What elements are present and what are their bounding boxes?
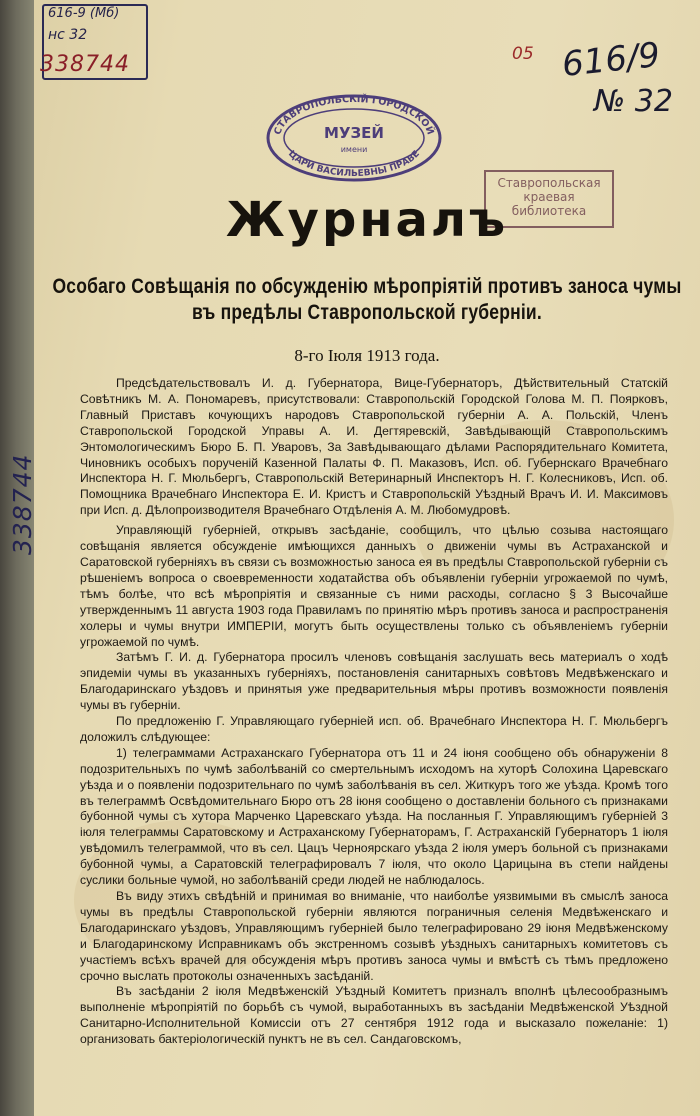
red-handwritten-mark: 05 <box>512 44 534 64</box>
side-inventory-text: 338744 <box>8 453 37 555</box>
paragraph-opening: Управляющій губерніей, открывъ засѣданіе, сообщилъ, что цѣлью созыва настоящаго совѣщанія является обсужденіе имѣющихся данныхъ о движеніи чумы въ Астраханской и Саратовской губерніяхъ въ связи съ возможностью заноса ея въ предѣлы Ставропольской губерніи съ рѣшеніемъ вопроса о своевременности ходатайства объ объявленіи губерніи угрожаемой по чумѣ, тѣмъ болѣе, что всѣ мѣропріятія и связанные съ ними расходы, согласно § 3 Высочайше утвержденнымъ 11 августа 1903 года Правиламъ по принятію мѣръ противъ заноса и распространенія холеры и чумы внутри ИМПЕРІИ, могутъ быть осуществлены только съ объявленіемъ губерніи угрожаемой по чумѣ. <box>80 523 668 649</box>
side-inventory-number <box>8 454 37 555</box>
inventory-line-2: нс 32 <box>48 27 88 43</box>
museum-stamp-bottom: ЦАРИ ВАСИЛЬЕВНЫ ПРАВЕ <box>286 149 422 180</box>
library-stamp: Ставропольская краевая библиотека <box>484 170 614 228</box>
paragraph-telegrams: 1) телеграммами Астраханскаго Губернатора отъ 11 и 24 іюня сообщено объ обнаруженіи 8 подозрительныхъ по чумѣ заболѣваній со смертельнымъ исходомъ на хуторѣ Солохина Царевскаго уѣзда и о появленіи подозрительнаго по чумѣ заболѣванія въ сел. Житкуръ того же уѣзда. Кромѣ того въ телеграммѣ Освѣдомительнаго Бюро отъ 28 іюня сообщено о доставленіи больного съ признаками бубонной чумы съ хутора Марченко Царевскаго уѣзда. На посланныя Г. Управляющимъ губерніей 3 іюля телеграммы Саратовскому и Астраханскому Губернаторамъ, Г. Астраханскій Губернаторъ 1 іюля увѣдомилъ телеграммой, что въ сел. Цацъ Черноярскаго уѣзда 2 іюля умеръ больной съ признаками бубонной чумы, а Саратовскій телеграфировалъ 7 іюля, что около Царицына въ степи найдены суслики больные чумой, но заболѣваній среди людей не наблюдалось. <box>80 745 668 888</box>
document-date: 8-го Іюля 1913 года. <box>294 346 440 365</box>
paragraph-attendance: Предсѣдательствовалъ И. д. Губернатора, Вице-Губернаторъ, Дѣйствительный Статскій Совѣтникъ М. А. Пономаревъ, присутствовали: Ставропольскій Городской Голова М. П. Поярковъ, Главный Приставъ кочующихъ народовъ Ставропольской губерніи А. А. Польскій, Членъ Ставропольской Городской Управы А. И. Дегтяревскій, Завѣдывающій Ставропольскимъ Энтомологическимъ Бюро Б. П. Уваровъ, За Завѣдывающаго дѣлами Распорядительнаго Комитета, Чиновникъ особыхъ порученій Казенной Палаты Ф. П. Маказовъ, Исп. об. Губернскаго Врачебнаго Инспектора Н. Г. Мюльбергъ, Ставропольскій Ветеринарный Инспекторъ Н. Г. Колесниковъ, Исп. об. Помощника Врачебнаго Инспектора Е. И. Кристъ и Ставропольскій Уѣздный Врачъ И. И. Максимовъ при Исп. д. Дѣлопроизводителя Врачебнаго Отдѣленія А. М. Любомудровѣ. <box>80 376 668 518</box>
inventory-number: 338744 <box>40 52 130 77</box>
museum-stamp-center: МУЗЕЙ <box>324 124 384 142</box>
document-body <box>80 376 668 1048</box>
museum-stamp-top: СТАВРОПОЛЬСКІЙ ГОРОДСКОЙ <box>272 93 436 137</box>
inventory-line-1: 616-9 (Мб) <box>48 6 120 21</box>
shelf-number: № 32 <box>594 84 673 119</box>
museum-stamp-mid: имени <box>340 145 368 154</box>
document-subtitle-line-2: въ предѣлы Ставропольской губерніи. <box>192 299 542 324</box>
museum-stamp <box>264 92 444 184</box>
paragraph-committee-session: Въ засѣданіи 2 іюля Медвѣженскій Уѣздный Комитетъ призналъ вполнѣ цѣлесообразнымъ выполненіе мѣропріятій по борьбѣ съ чумой, выработанныхъ въ засѣданіи Медвѣженской Уѣздной Санитарно-Исполнительной Комиссіи отъ 27 сентября 1912 года и высказало пожеланіе: 1) организовать бактеріологическій пунктъ не въ сел. Сандаговскомъ, <box>80 984 668 1047</box>
document-title: Журналъ <box>225 192 509 248</box>
paragraph-border-villages: Въ виду этихъ свѣдѣній и принимая во вниманіе, что наиболѣе уязвимыми въ смыслѣ заноса чумы въ предѣлы Ставропольской губерніи являются пограничныя селенія Медвѣженскаго и Благодаринскаго уѣздовъ, Управляющимъ губерніей было телеграфировано 29 іюня Медвѣженскому и Благодаринскому Исправникамъ объ экстренномъ созывѣ уѣздныхъ санитарныхъ комитетовъ съ участіемъ всѣхъ врачей для обсужденія мѣръ противъ заноса чумы и вмѣстѣ съ тѣмъ предложено срочно выслать протоколы означенныхъ засѣданій. <box>80 889 668 983</box>
document-page <box>8 0 700 1116</box>
paragraph-materials: Затѣмъ Г. И. д. Губернатора просилъ членовъ совѣщанія заслушать весь материалъ о ходѣ эпидеміи чумы въ указанныхъ губерніяхъ, постановленія санитарныхъ совѣтовъ Медвѣженскаго и Благодаринскаго уѣздовъ и принятыя уже предварительныя мѣры противъ возможности появленія чумы въ губерніи. <box>80 650 668 713</box>
document-subtitle-line-1: Особаго Совѣщанія по обсужденію мѣропріятій противъ заноса чумы <box>52 273 682 298</box>
paragraph-report-intro: По предложенію Г. Управляющаго губерніей исп. об. Врачебнаго Инспектора Н. Г. Мюльбергъ доложилъ слѣдующее: <box>80 714 668 744</box>
shelf-mark: 616/9 <box>560 34 662 86</box>
book-spine <box>0 0 36 1116</box>
